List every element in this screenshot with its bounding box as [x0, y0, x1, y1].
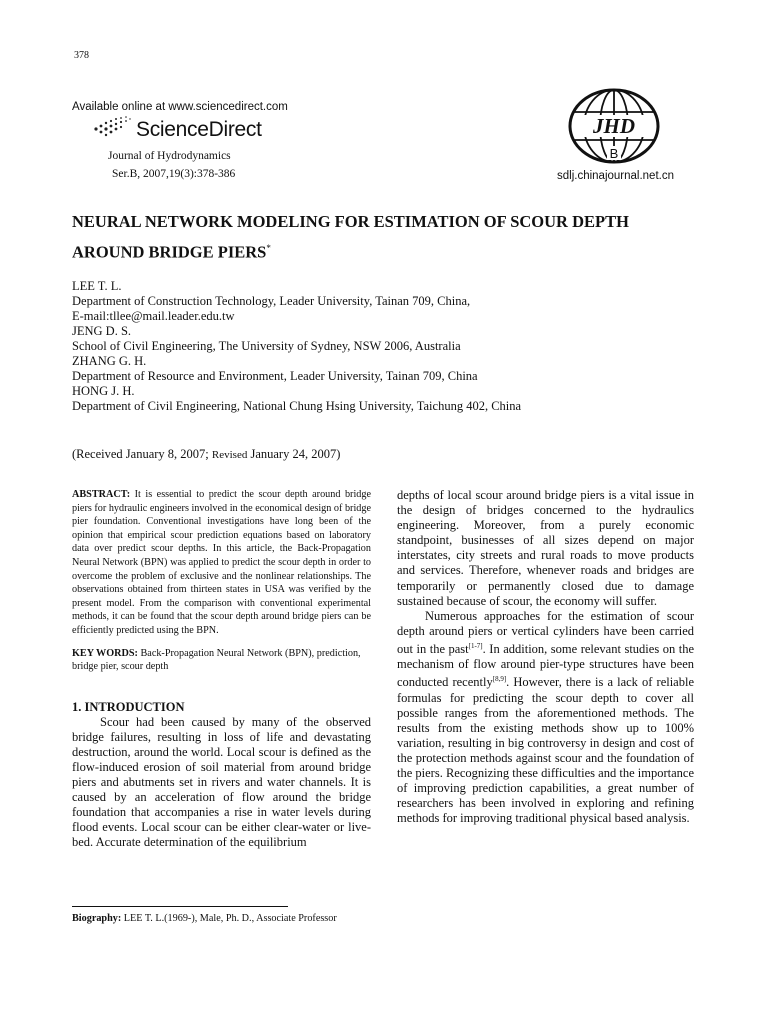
keywords-text: Back-Propagation Neural Network (BPN), prediction, bridge pier, scour depth	[72, 647, 361, 673]
author-line: LEE T. L.	[72, 279, 122, 293]
intro-paragraph-2	[397, 609, 694, 827]
abstract	[72, 488, 371, 638]
left-column	[72, 488, 371, 851]
jhd-globe-logo-icon	[568, 88, 660, 166]
received-date: (Received January 8, 2007;	[72, 447, 212, 461]
author-line: E-mail:tllee@mail.leader.edu.tw	[72, 309, 235, 323]
sciencedirect-logo-icon	[92, 115, 132, 141]
received-dates	[72, 447, 340, 462]
revised-label: Revised	[211, 449, 248, 461]
available-online-text: Available online at www.sciencedirect.com	[72, 101, 288, 113]
journal-name: Journal of Hydrodynamics	[108, 150, 231, 162]
intro-paragraph-1-continued: depths of local scour around bridge piers is a vital issue in the design of bridges concerned to the hydraulics engineering. Moreover, from a purely economic standpoint, businesses of all sizes depend on major interstates, city streets and rural roads to move products and services. Therefore, whenever roads and bridges are temporarily or permanently closed due to damage sustained because of scour, the economy will suffer.	[397, 488, 694, 608]
author-affiliations	[72, 279, 521, 414]
section-heading-introduction: 1. INTRODUCTION	[72, 699, 185, 714]
keywords	[72, 647, 371, 674]
title-footnote-mark: *	[266, 243, 271, 253]
title-line-2: AROUND BRIDGE PIERS	[72, 242, 267, 262]
author-line: JENG D. S.	[72, 324, 132, 338]
page-number: 378	[74, 50, 89, 61]
author-line: Department of Resource and Environment, Leader University, Tainan 709, China	[72, 369, 478, 383]
intro-p2-text-c: . However, there is a lack of reliable formulas for predicting the scour depth to cover all possible ranges from the aforementioned methods. The results from the existing methods show up to 100% variation, resulting in big controversy in design and cost of the protection methods against scour and the foundation of the piers. Recognizing these difficulties and the importance of improving prediction capabilities, a great number of researchers has been involved in exploring and refining methods for improving traditional physical based analysis.	[397, 675, 695, 826]
title-line-1: NEURAL NETWORK MODELING FOR ESTIMATION OF SCOUR DEPTH	[72, 212, 629, 231]
revised-date: January 24, 2007)	[247, 447, 341, 461]
intro-p2-text-b: . In addition, some relevant studies on the mechanism of flow around pier-type structures have been conducted recently	[397, 642, 694, 690]
biography-footnote	[72, 913, 337, 924]
author-line: School of Civil Engineering, The University of Sydney, NSW 2006, Australia	[72, 339, 461, 353]
citation-ref: [8,9]	[492, 675, 507, 684]
keywords-label: KEY WORDS:	[72, 647, 138, 659]
jhd-logo-letter: B	[609, 146, 619, 161]
biography-text: LEE T. L.(1969-), Male, Ph. D., Associate Professor	[121, 913, 337, 924]
biography-label: Biography:	[72, 913, 122, 924]
citation-ref: [1-7]	[468, 641, 483, 650]
footnote-rule	[72, 906, 288, 907]
author-line: HONG J. H.	[72, 384, 135, 398]
abstract-text: It is essential to predict the scour depth around bridge piers for hydraulic engineers involved in the economical design of bridge pier foundation. Conventional investigations have long been of the opinion that empirical scour prediction equations based on laboratory data over predict scour depths. In this article, the Back-Propagation Neural Network (BPN) was applied to predict the scour depth in order to overcome the problem of exclusive and the nonlinear relationships. The observations obtained from thirteen states in USA was verified by the present model. From the comparison with conventional experimental methods, it can be found that the scour depth around bridge piers can be efficiently predicted using the BPN.	[72, 489, 371, 636]
intro-p2-text-a: Numerous approaches for the estimation of scour depth around piers or vertical cylinders have been carried out in the past	[397, 608, 694, 657]
intro-paragraph-1: Scour had been caused by many of the observed bridge failures, resulting in loss of life and devastating destruction, around the world. Local scour is defined as the flow-induced erosion of soil material from around bridge piers and abutments set in rivers and water channels. It is caused by an acceleration of flow around the bridge foundation that accompanies a rise in water levels during flood events. Local scour can be either clear-water or live-bed. Accurate determination of the equilibrium	[72, 714, 371, 850]
jhd-logo-text: JHD	[593, 114, 635, 138]
right-column	[397, 488, 694, 826]
series-info: Ser.B, 2007,19(3):378-386	[112, 168, 236, 180]
abstract-label: ABSTRACT:	[72, 489, 131, 500]
journal-site: sdlj.chinajournal.net.cn	[557, 170, 674, 182]
author-line: Department of Civil Engineering, National Chung Hsing University, Taichung 402, China	[72, 399, 522, 413]
author-line: Department of Construction Technology, Leader University, Tainan 709, China,	[72, 294, 471, 308]
paper-title	[72, 209, 712, 266]
sciencedirect-logo-text: ScienceDirect	[136, 118, 262, 141]
author-line: ZHANG G. H.	[72, 354, 147, 368]
